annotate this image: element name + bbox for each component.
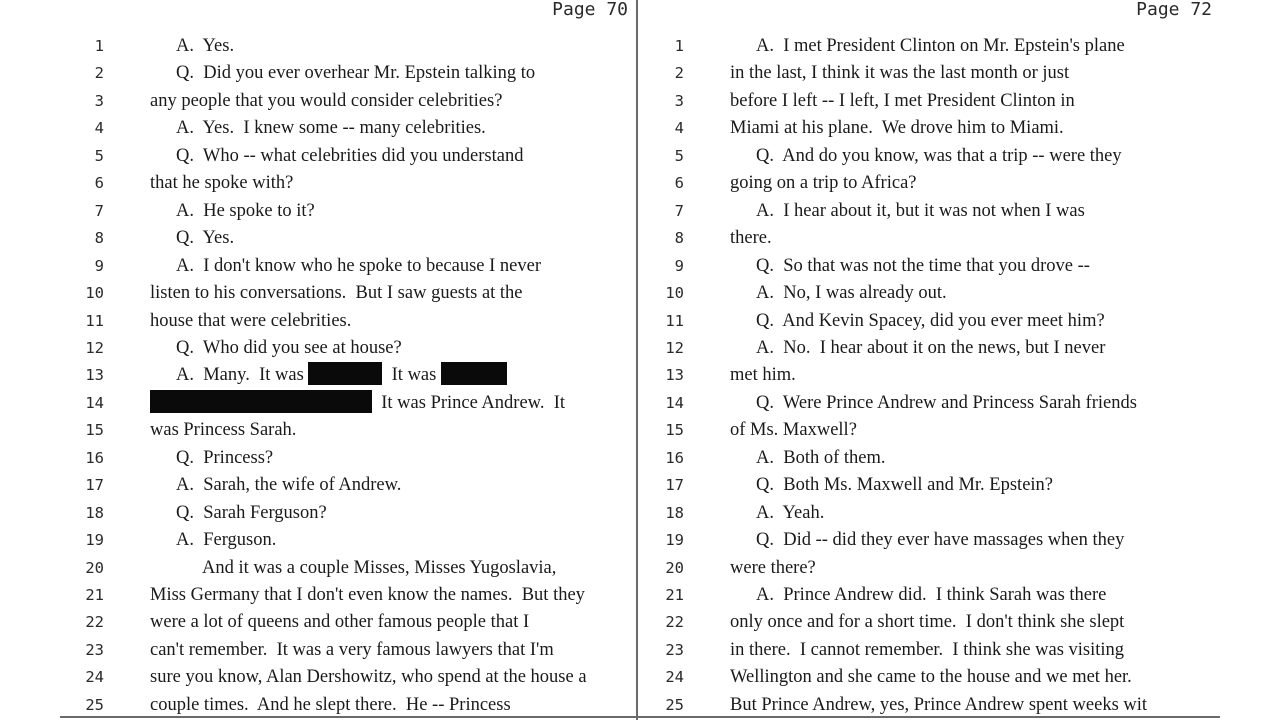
line-number: 9 [94, 256, 104, 275]
line-number: 16 [85, 448, 104, 467]
text-segment: A. I hear about it, but it was not when I was [756, 200, 1085, 221]
text-segment: A. No. I hear about it on the news, but I never [756, 337, 1106, 358]
line-number: 18 [85, 503, 104, 522]
text-segment: listen to his conversations. But I saw guests at the [150, 283, 523, 304]
transcript-line [640, 115, 1220, 143]
line-text [756, 33, 1125, 61]
transcript-line [60, 417, 636, 445]
transcript-line [640, 664, 1220, 692]
redaction-block [150, 390, 372, 413]
line-number: 6 [94, 174, 104, 193]
text-segment: Q. Did -- did they ever have massages when they [756, 530, 1125, 551]
line-text [176, 500, 327, 528]
line-text [150, 88, 502, 116]
text-segment: Q. Yes. [176, 228, 235, 249]
line-text [756, 472, 1053, 500]
transcript-line [640, 253, 1220, 281]
transcript-line [640, 500, 1220, 528]
transcript-line [60, 472, 636, 500]
line-number: 16 [665, 448, 684, 467]
transcript-line [60, 555, 636, 583]
line-text [756, 253, 1090, 281]
transcript-line [60, 143, 636, 171]
line-number: 5 [94, 146, 104, 165]
line-number: 15 [85, 421, 104, 440]
line-number: 7 [94, 201, 104, 220]
text-segment: were there? [730, 557, 816, 578]
line-number: 4 [674, 119, 684, 138]
line-number: 19 [665, 531, 684, 550]
text-segment: A. Yeah. [756, 502, 825, 523]
line-number: 22 [85, 613, 104, 632]
text-segment: Q. Were Prince Andrew and Princess Sarah friends [756, 392, 1137, 413]
line-number: 4 [94, 119, 104, 138]
transcript-line [60, 664, 636, 692]
line-number: 12 [85, 338, 104, 357]
text-segment: A. No, I was already out. [756, 283, 947, 304]
line-number: 11 [665, 311, 684, 330]
line-text [176, 225, 234, 253]
line-number: 5 [674, 146, 684, 165]
line-number: 15 [665, 421, 684, 440]
redaction-block [308, 362, 382, 385]
line-text [756, 582, 1106, 610]
line-text [756, 390, 1137, 418]
text-segment: A. I don't know who he spoke to because I never [176, 255, 542, 276]
transcript-line [60, 390, 636, 418]
text-segment: that he spoke with? [150, 173, 294, 194]
text-segment: Q. Both Ms. Maxwell and Mr. Epstein? [756, 475, 1054, 496]
line-number: 1 [94, 37, 104, 55]
line-number: 8 [674, 229, 684, 248]
text-segment: Wellington and she came to the house and we met her. [730, 667, 1132, 688]
line-text [756, 445, 886, 473]
line-number: 18 [665, 503, 684, 522]
transcript-line [640, 198, 1220, 226]
line-number: 1 [674, 37, 684, 55]
line-number: 10 [85, 284, 104, 303]
line-number: 24 [665, 668, 684, 687]
line-number: 3 [94, 91, 104, 110]
transcript-line [60, 637, 636, 665]
transcript-line [60, 33, 636, 61]
line-text [730, 115, 1064, 143]
line-text [150, 170, 293, 198]
line-text [176, 362, 507, 390]
text-segment: A. Yes. I knew some -- many celebrities. [176, 118, 486, 139]
text-segment: A. Prince Andrew did. I think Sarah was there [756, 585, 1107, 605]
line-number: 17 [85, 476, 104, 495]
line-text [150, 308, 351, 336]
line-number: 20 [665, 558, 684, 577]
line-number: 23 [85, 640, 104, 659]
transcript-line [640, 280, 1220, 308]
transcript-line [640, 88, 1220, 116]
line-text [730, 60, 1069, 88]
line-number: 2 [94, 64, 104, 83]
line-text [176, 33, 234, 61]
line-text [176, 115, 486, 143]
transcript-line [60, 445, 636, 473]
text-segment: of Ms. Maxwell? [730, 420, 857, 441]
line-text [176, 472, 401, 500]
transcript-line [640, 143, 1220, 171]
text-segment: Q. Sarah Ferguson? [176, 502, 327, 523]
text-segment: A. Sarah, the wife of Andrew. [176, 475, 402, 496]
line-text [730, 555, 816, 583]
text-segment: A. Ferguson. [176, 530, 277, 551]
line-text [150, 582, 585, 610]
text-segment: before I left -- I left, I met President Clinton in [730, 90, 1075, 111]
transcript-line [60, 582, 636, 610]
line-text [730, 664, 1132, 692]
line-text [756, 527, 1124, 555]
line-number: 3 [674, 91, 684, 110]
line-text [756, 198, 1085, 226]
text-segment: going on a trip to Africa? [730, 173, 917, 194]
transcript-line [60, 609, 636, 637]
transcript-line [640, 527, 1220, 555]
transcript-line [640, 445, 1220, 473]
transcript-line [60, 60, 636, 88]
text-segment: A. Many. It was [176, 365, 309, 386]
text-segment: Q. So that was not the time that you drove -- [756, 255, 1090, 276]
line-text [176, 198, 315, 226]
line-text [756, 335, 1105, 363]
line-number: 10 [665, 284, 684, 303]
line-number: 20 [85, 558, 104, 577]
transcript-line [60, 88, 636, 116]
text-segment: Q. And do you know, was that a trip -- were they [756, 145, 1122, 166]
line-number: 8 [94, 229, 104, 248]
line-text [176, 60, 535, 88]
text-segment: A. I met President Clinton on Mr. Epstein's plane [756, 36, 1125, 56]
line-text [202, 555, 556, 583]
line-text [150, 637, 554, 665]
transcript-line [60, 527, 636, 555]
transcript-line [640, 582, 1220, 610]
line-text [730, 225, 772, 253]
line-text [756, 143, 1122, 171]
text-segment: Q. And Kevin Spacey, did you ever meet him? [756, 310, 1105, 331]
line-number: 12 [665, 338, 684, 357]
line-number: 17 [665, 476, 684, 495]
line-number: 21 [85, 586, 104, 604]
text-segment: A. He spoke to it? [176, 200, 315, 221]
text-segment: A. Yes. [176, 36, 235, 56]
line-text [730, 609, 1124, 637]
text-segment: Q. Who did you see at house? [176, 337, 402, 358]
line-number: 19 [85, 531, 104, 550]
text-segment: sure you know, Alan Dershowitz, who spend at the house a [150, 667, 587, 688]
line-text [176, 527, 276, 555]
page-divider [636, 0, 638, 720]
line-number: 2 [674, 64, 684, 83]
line-text [756, 500, 824, 528]
text-segment: It was [382, 365, 441, 386]
transcript-line [640, 335, 1220, 363]
transcript-line [640, 362, 1220, 390]
transcript-page-right [640, 0, 1220, 720]
line-text [756, 308, 1105, 336]
transcript-line [640, 417, 1220, 445]
transcript-line [640, 637, 1220, 665]
transcript-line [640, 33, 1220, 61]
text-segment: And it was a couple Misses, Misses Yugoslavia, [202, 557, 557, 578]
line-number: 23 [665, 640, 684, 659]
text-segment: couple times. And he slept there. He -- Princess [150, 694, 511, 715]
transcript-line [640, 308, 1220, 336]
transcript-line [60, 198, 636, 226]
text-segment: house that were celebrities. [150, 310, 352, 331]
transcript-line [640, 390, 1220, 418]
transcript-line [60, 253, 636, 281]
text-segment: A. Both of them. [756, 447, 886, 468]
line-text [150, 390, 565, 418]
line-text [150, 280, 523, 308]
line-number: 9 [674, 256, 684, 275]
transcript-line [60, 170, 636, 198]
transcript-line [640, 472, 1220, 500]
text-segment: Miami at his plane. We drove him to Miami. [730, 118, 1064, 139]
text-segment: It was Prince Andrew. It [372, 392, 566, 413]
line-number: 13 [85, 366, 104, 385]
line-number: 21 [665, 586, 684, 604]
text-segment: were a lot of queens and other famous people that I [150, 612, 530, 633]
transcript-line [640, 609, 1220, 637]
redaction-block [441, 362, 507, 385]
line-number: 7 [674, 201, 684, 220]
text-segment: there. [730, 228, 772, 249]
line-number: 14 [85, 393, 104, 412]
text-segment: only once and for a short time. I don't think she slept [730, 612, 1125, 633]
text-segment: Q. Princess? [176, 447, 274, 468]
transcript-line [60, 362, 636, 390]
text-segment: Q. Did you ever overhear Mr. Epstein talking to [176, 63, 536, 84]
transcript-line [60, 115, 636, 143]
line-text [150, 664, 587, 692]
text-segment: can't remember. It was a very famous lawyers that I'm [150, 639, 554, 660]
line-text [176, 335, 402, 363]
line-number: 25 [85, 695, 104, 714]
line-number: 25 [665, 695, 684, 714]
bottom-rule [60, 716, 1220, 718]
line-number: 24 [85, 668, 104, 687]
line-text [176, 253, 541, 281]
line-number: 11 [85, 311, 104, 330]
transcript-line [60, 225, 636, 253]
text-segment: Q. Who -- what celebrities did you understand [176, 145, 524, 166]
text-segment: any people that you would consider celebrities? [150, 90, 503, 111]
line-text [756, 280, 947, 308]
text-segment: in the last, I think it was the last month or just [730, 63, 1070, 84]
line-text [730, 637, 1124, 665]
page-number-header: Page 72 [1136, 0, 1212, 20]
line-text [176, 445, 273, 473]
transcript-line [60, 335, 636, 363]
transcript-line [640, 170, 1220, 198]
transcript-page-left [60, 0, 636, 720]
line-text [150, 417, 296, 445]
transcript-line [60, 280, 636, 308]
page-number-header: Page 70 [552, 0, 628, 20]
line-number: 6 [674, 174, 684, 193]
line-text [730, 170, 917, 198]
text-segment: was Princess Sarah. [150, 420, 297, 441]
line-text [176, 143, 523, 171]
line-number: 13 [665, 366, 684, 385]
transcript-line [60, 500, 636, 528]
line-number: 14 [665, 393, 684, 412]
transcript-line [60, 308, 636, 336]
line-text [150, 609, 529, 637]
line-text [730, 362, 796, 390]
transcript-line [640, 60, 1220, 88]
line-text [730, 88, 1075, 116]
transcript-line [640, 555, 1220, 583]
line-text [730, 417, 857, 445]
line-number: 22 [665, 613, 684, 632]
text-segment: But Prince Andrew, yes, Prince Andrew spent weeks wit [730, 694, 1148, 715]
text-segment: met him. [730, 365, 796, 386]
text-segment: Miss Germany that I don't even know the names. But they [150, 585, 585, 605]
transcript-line [640, 225, 1220, 253]
text-segment: in there. I cannot remember. I think she was visiting [730, 639, 1125, 660]
